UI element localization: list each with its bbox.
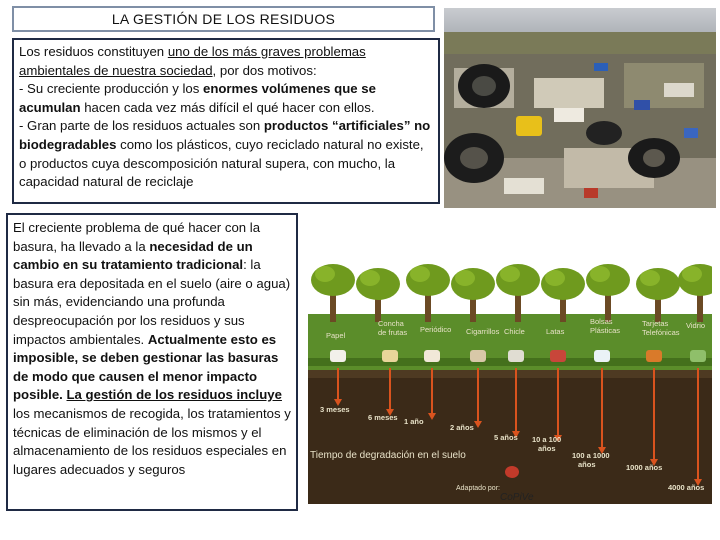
waste-item-label: Latas: [546, 327, 565, 336]
waste-item-label: Bolsas Plásticas: [590, 317, 621, 335]
svg-text:CoPiVe: CoPiVe: [500, 492, 534, 503]
text-run: - Su creciente producción y los: [19, 81, 203, 97]
waste-item-icon: [550, 350, 566, 362]
text-run: El creciente problema de qué hacer con la basura, ha llevado a la: [13, 220, 261, 254]
bold-text: Actualmente esto es imposible, se deben gestionar las basuras de modo que causen el menor impacto posible.: [13, 331, 279, 403]
title-text: LA GESTIÓN DE LOS RESIDUOS: [111, 11, 336, 27]
waste-item-icon: [330, 350, 346, 362]
waste-item-label: Cigarrillos: [466, 327, 500, 336]
waste-item-icon: [470, 350, 486, 362]
text-run: , por dos motivos:: [212, 62, 317, 78]
degradation-time-label: 4000 años: [668, 483, 705, 492]
waste-item-label: Chicle: [504, 327, 525, 336]
bold-underlined-text: La gestión de los residuos incluye: [66, 387, 282, 403]
waste-item-label: Periódico: [420, 325, 452, 334]
degradation-infographic: [308, 234, 712, 504]
degradation-time-label: 3 meses: [320, 405, 350, 414]
bold-text: necesidad de un cambio en su tratamiento tradicional: [13, 238, 253, 273]
management-paragraph: [6, 213, 298, 511]
text-run: los mecanismos de recogida, los tratamientos y técnicas de eliminación de los mismos y el almacenamiento de los residuos especiales en lugares adecuados y seguros: [13, 405, 291, 477]
text-run: : la basura era depositada en el suelo (aire o agua) sin más, evidenciando una profunda despreocupación por los residuos y sus impactos ambientales.: [13, 257, 291, 347]
degradation-time-label: 1000 años: [626, 463, 663, 472]
waste-item-icon: [646, 350, 662, 362]
waste-item-label: Vidrio: [686, 321, 706, 330]
infographic-caption: Tiempo de degradación en el suelo: [310, 450, 466, 461]
underlined-text: uno de los más graves problemas ambientales de nuestra sociedad: [19, 44, 366, 78]
waste-item-icon: [594, 350, 610, 362]
text-run: como los plásticos, cuyo reciclado natural no existe, o productos cuya descomposición natural supera, con mucho, la capacidad natural de reciclaje: [19, 136, 424, 190]
bold-text: enormes volúmenes que se acumulan: [19, 81, 376, 115]
landfill-photo: [444, 8, 716, 208]
waste-item-icon: [382, 350, 398, 362]
waste-item-icon: [690, 350, 706, 362]
bold-text: productos “artificiales” no biodegradables: [19, 118, 431, 152]
waste-item-icon: [424, 350, 440, 362]
intro-paragraph: [12, 38, 440, 204]
waste-item-icon: [508, 350, 524, 362]
degradation-time-label: 100 a 1000 años: [572, 451, 610, 469]
degradation-time-label: 10 a 100 años: [532, 435, 562, 453]
degradation-time-label: 1 año: [404, 417, 424, 426]
waste-item-label: Papel: [326, 331, 346, 340]
degradation-time-label: 5 años: [494, 433, 518, 442]
text-run: - Gran parte de los residuos actuales son: [19, 118, 264, 134]
waste-item-label: Tarjetas Telefónicas: [642, 319, 680, 337]
degradation-time-label: 6 meses: [368, 413, 398, 422]
page-title: [12, 6, 435, 32]
waste-item-label: Concha de frutas: [378, 319, 408, 337]
degradation-time-label: 2 años: [450, 423, 474, 432]
text-run: Los residuos constituyen: [19, 44, 168, 59]
credit-text: Adaptado por:: [456, 485, 500, 492]
text-run: hacen cada vez más difícil el qué hacer con ellos.: [80, 99, 375, 115]
